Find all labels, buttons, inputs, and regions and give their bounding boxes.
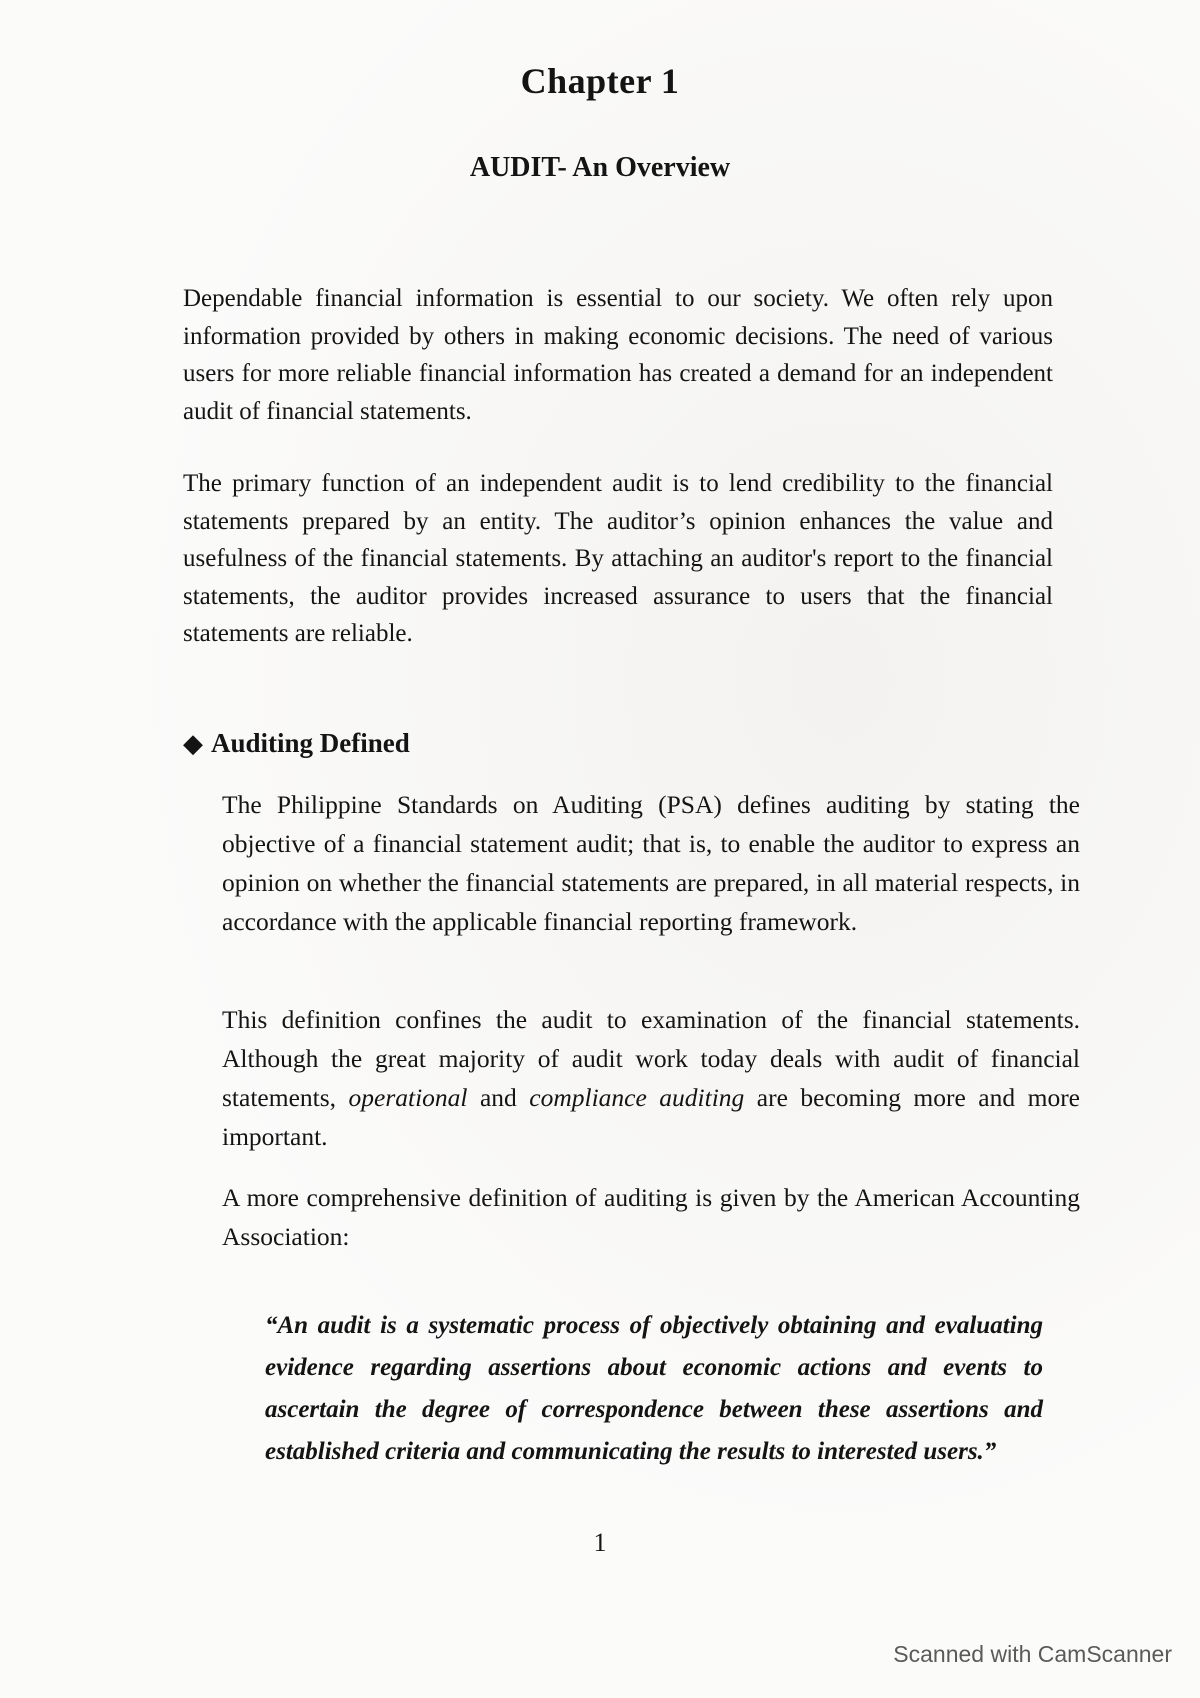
italic-term-operational: operational (348, 1083, 468, 1112)
definition-paragraph-1: The Philippine Standards on Auditing (PSA) defines auditing by stating the objective of a financial statement audit; that is, to enable the auditor to express an opinion on whether the financial statements are prepared, in all material respects, in accordance with the applicable financial reporting framework. (222, 790, 1080, 936)
aaa-definition-quote: “An audit is a systematic process of objectively obtaining and evaluating evidence regarding assertions about economic actions and events to ascertain the degree of correspondence between these assertions and established criteria and communicating the results to interested users.” (265, 1312, 1043, 1465)
scanner-watermark: Scanned with CamScanner (893, 1641, 1172, 1667)
definition-paragraph-2 (222, 1000, 1080, 1156)
diamond-bullet-icon: ◆ (183, 728, 203, 758)
paragraph-text-middle: and (467, 1083, 530, 1112)
paragraph-text-before: This definition confines the audit to examination of the financial statements. Although the great majority of audit work today deals with audit of financial statements, (222, 1005, 1080, 1112)
intro-paragraph-2: The primary function of an independent audit is to lend credibility to the financial statements prepared by an entity. The auditor’s opinion enhances the value and usefulness of the financial statements. By attaching an auditor's report to the financial statements, the auditor provides increased assurance to users that the financial statements are reliable. (183, 470, 1053, 647)
chapter-subtitle: AUDIT- An Overview (469, 152, 731, 183)
definition-paragraph-3: A more comprehensive definition of auditing is given by the American Accounting Association: (222, 1183, 1080, 1251)
chapter-title: Chapter 1 (520, 61, 680, 101)
intro-paragraph-1: Dependable financial information is essential to our society. We often rely upon information provided by others in making economic decisions. The need of various users for more reliable financial information has created a demand for an independent audit of financial statements. (183, 285, 1053, 425)
italic-term-compliance-auditing: compliance auditing (529, 1083, 745, 1112)
section-heading-text: Auditing Defined (211, 728, 410, 758)
paragraph-text-after: are becoming more and more important. (222, 1083, 1080, 1151)
section-heading (183, 728, 410, 759)
page-number: 1 (593, 1528, 607, 1557)
